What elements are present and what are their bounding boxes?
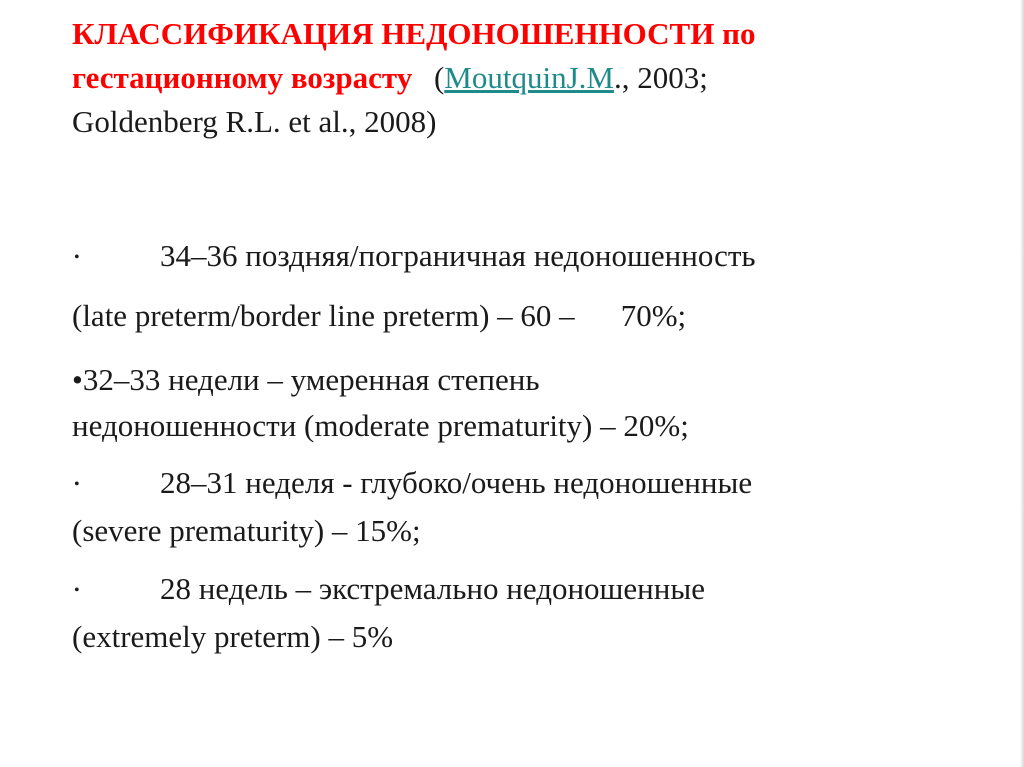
item-3-line-1: 28–31 неделя - глубоко/очень недоношенные: [160, 465, 753, 500]
citation-open-paren: (: [433, 60, 445, 95]
item-2-text-1: 32–33 недели – умеренная степень: [82, 362, 540, 397]
item-4-line-1: 28 недель – экстремально недоношенные: [160, 571, 705, 606]
item-4-line-2: (extremely preterm) – 5%: [72, 619, 394, 654]
slide-title: [72, 12, 972, 144]
slide-edge-shadow: [1020, 0, 1024, 767]
citation-year: ., 2003;: [613, 60, 708, 95]
item-1-line-2: [72, 294, 686, 338]
bullet-2: •: [72, 362, 83, 397]
item-2-line-1: [72, 358, 539, 402]
citation-second-author: Goldenberg R.L. et al., 2008): [72, 104, 437, 139]
item-3-line-2: (severe prematurity) – 15%;: [72, 513, 421, 548]
citation-link[interactable]: MoutquinJ.M: [444, 60, 614, 95]
bullet-4: •: [74, 582, 80, 599]
bullet-1: •: [74, 249, 80, 266]
item-2-line-2: недоношенности (moderate prematurity) – 20%;: [72, 408, 689, 443]
title-subheading: гестационному возрасту: [72, 60, 413, 95]
item-1-line-2a: (late preterm/border line preterm) – 60 –: [72, 298, 575, 333]
bullet-3: •: [74, 476, 80, 493]
title-heading: КЛАССИФИКАЦИЯ НЕДОНОШЕННОСТИ по: [72, 16, 756, 51]
item-1-line-1: 34–36 поздняя/пограничная недоношенность: [160, 238, 756, 273]
item-1-line-2b: 70%;: [620, 298, 687, 333]
